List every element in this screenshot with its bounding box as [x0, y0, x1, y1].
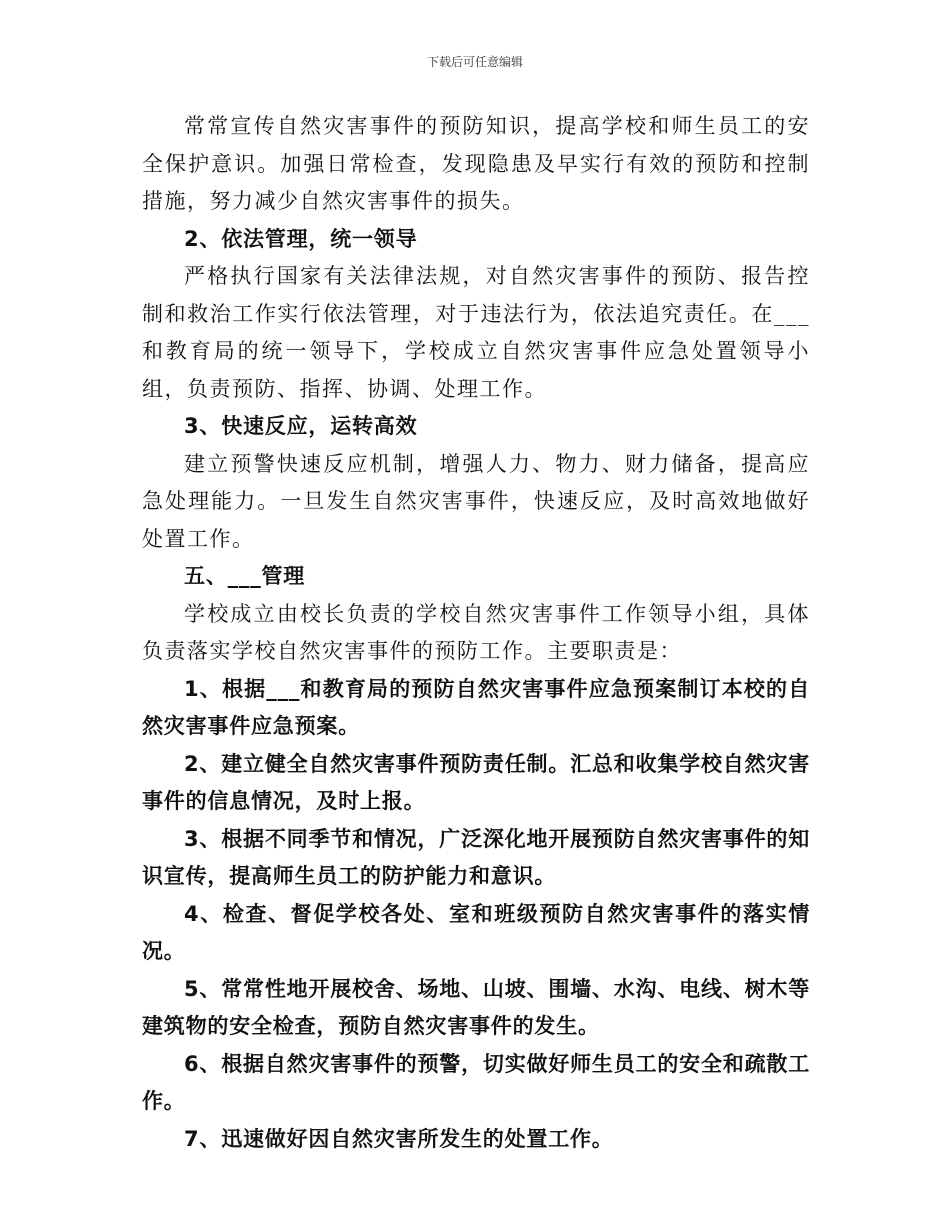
- duty-item-3: 3、根据不同季节和情况，广泛深化地开展预防自然灾害事件的知识宣传，提高师生员工的防护能力和意识。: [142, 826, 810, 888]
- section-heading-lawful-management: 2、依法管理，统一领导: [184, 226, 418, 251]
- duty-item-7: 7、迅速做好因自然灾害所发生的处置工作。: [184, 1126, 614, 1151]
- duty-item-5: 5、常常性地开展校舍、场地、山坡、围墙、水沟、电线、树木等建筑物的安全检查，预防自然灾害事件的发生。: [142, 976, 810, 1038]
- page-header: 下载后可任意编辑: [426, 55, 523, 69]
- duty-item-1: 1、根据___和教育局的预防自然灾害事件应急预案制订本校的自然灾害事件应急预案。: [142, 676, 810, 738]
- section-heading-rapid-response: 3、快速反应，运转高效: [184, 414, 418, 438]
- duty-item-2: 2、建立健全自然灾害事件预防责任制。汇总和收集学校自然灾害事件的信息情况，及时上报。: [142, 751, 810, 813]
- document-body: [142, 108, 810, 1158]
- section-heading-management: 五、___管理: [184, 564, 306, 588]
- paragraph-lawful-management: 严格执行国家有关法律法规，对自然灾害事件的预防、报告控制和救治工作实行依法管理，对于违法行为，依法追究责任。在___和教育局的统一领导下，学校成立自然灾害事件应急处置领导小组，负责预防、指挥、协调、处理工作。: [142, 264, 810, 401]
- duty-item-4: 4、检查、督促学校各处、室和班级预防自然灾害事件的落实情况。: [142, 901, 810, 963]
- paragraph-rapid-response: 建立预警快速反应机制，增强人力、物力、财力储备，提高应急处理能力。一旦发生自然灾害事件，快速反应，及时高效地做好处置工作。: [142, 451, 810, 551]
- duty-item-6: 6、根据自然灾害事件的预警，切实做好师生员工的安全和疏散工作。: [142, 1051, 810, 1113]
- paragraph-prevention-awareness: 常常宣传自然灾害事件的预防知识，提高学校和师生员工的安全保护意识。加强日常检查，发现隐患及早实行有效的预防和控制措施，努力减少自然灾害事件的损失。: [142, 114, 810, 213]
- paragraph-leadership-group: 学校成立由校长负责的学校自然灾害事件工作领导小组，具体负责落实学校自然灾害事件的预防工作。主要职责是：: [142, 601, 810, 663]
